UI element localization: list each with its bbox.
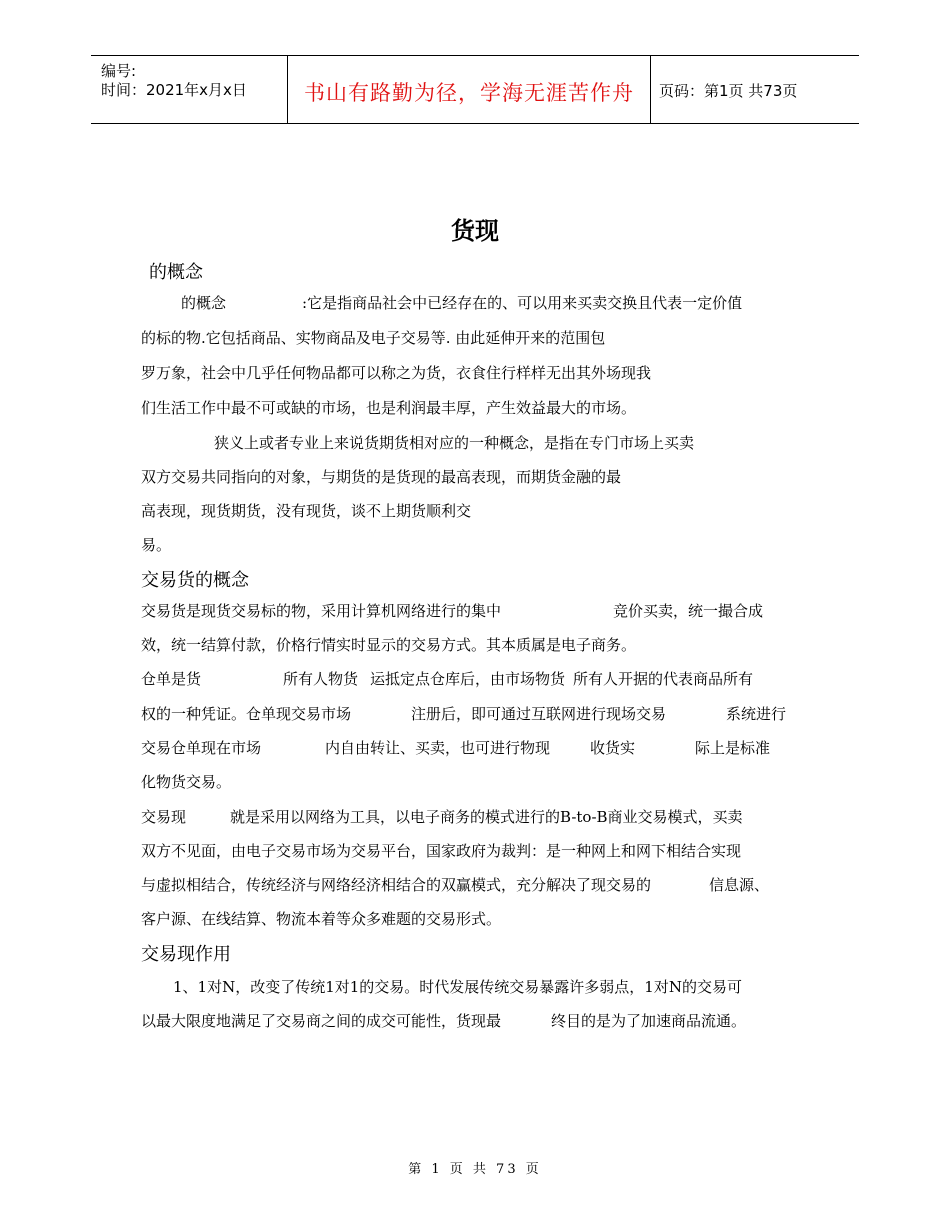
paragraph-line: 高表现，现货期货，没有现货，谈不上期货顺利交 [141,502,472,520]
paragraph-line: 仓单是货 所有人物货 运抵定点仓库后，由市场物货 所有人开据的代表商品所有 [141,670,754,688]
page-header [91,55,859,124]
header-center-cell [287,56,651,123]
paragraph-line: 交易现 就是采用以网络为工具，以电子商务的模式进行的B-to-B商业交易模式，买卖 [141,808,743,826]
page-number-label: 页码：第1页 共73页 [659,82,798,100]
paragraph-line: 效，统一结算付款，价格行情实时显示的交易方式。其本质属是电子商务。 [141,636,637,654]
section-heading-1: 的概念 [149,262,203,283]
paragraph-line: 狭义上或者专业上来说货期货相对应的一种概念，是指在专门市场上买卖 [214,434,695,452]
paragraph-line: 的概念 :它是指商品社会中已经存在的、可以用来买卖交换且代表一定价值 [181,294,743,312]
page-footer: 第 1 页 共 73 页 [408,1162,542,1177]
paragraph-line: 1、1对N，改变了传统1对1的交易。时代发展传统交易暴露许多弱点，1对N的交易可 [173,978,742,996]
paragraph-line: 们生活工作中最不可或缺的市场，也是利润最丰厚，产生效益最大的市场。 [141,399,637,417]
header-left-cell [91,56,287,123]
paragraph-line: 双方不见面，由电子交易市场为交易平台，国家政府为裁判：是一种网上和网下相结合实现 [141,842,742,860]
paragraph-line: 与虚拟相结合，传统经济与网络经济相结合的双赢模式，充分解决了现交易的 信息源、 [141,876,770,894]
paragraph-line: 客户源、在线结算、物流本着等众多难题的交易形式。 [141,910,502,928]
time-label: 时间：2021年x月x日 [101,81,247,99]
paragraph-line: 交易仓单现在市场 内自由转让、买卖，也可进行物现 收货实 际上是标准 [141,739,771,757]
code-label: 编号: [101,62,137,80]
motto-text: 书山有路勤为径，学海无涯苦作舟 [304,81,634,105]
paragraph-line: 以最大限度地满足了交易商之间的成交可能性，货现最 终目的是为了加速商品流通。 [141,1012,747,1030]
header-right-cell [650,56,859,123]
paragraph-line: 双方交易共同指向的对象，与期货的是货现的最高表现，而期货金融的最 [141,468,622,486]
paragraph-line: 交易货是现货交易标的物，采用计算机网络进行的集中 竞价买卖，统一撮合成 [141,602,764,620]
paragraph-line: 权的一种凭证。仓单现交易市场 注册后，即可通过互联网进行现场交易 系统进行 [141,705,787,723]
paragraph-line: 易。 [141,536,172,554]
paragraph-line: 的标的物.它包括商品、实物商品及电子交易等. 由此延伸开来的范围包 [141,329,606,347]
paragraph-line: 化物货交易。 [141,773,232,791]
section-heading-3: 交易现作用 [141,944,231,965]
section-heading-2: 交易货的概念 [141,570,249,591]
document-title: 货现 [451,217,499,245]
paragraph-line: 罗万象，社会中几乎任何物品都可以称之为货，衣食住行样样无出其外场现我 [141,364,652,382]
